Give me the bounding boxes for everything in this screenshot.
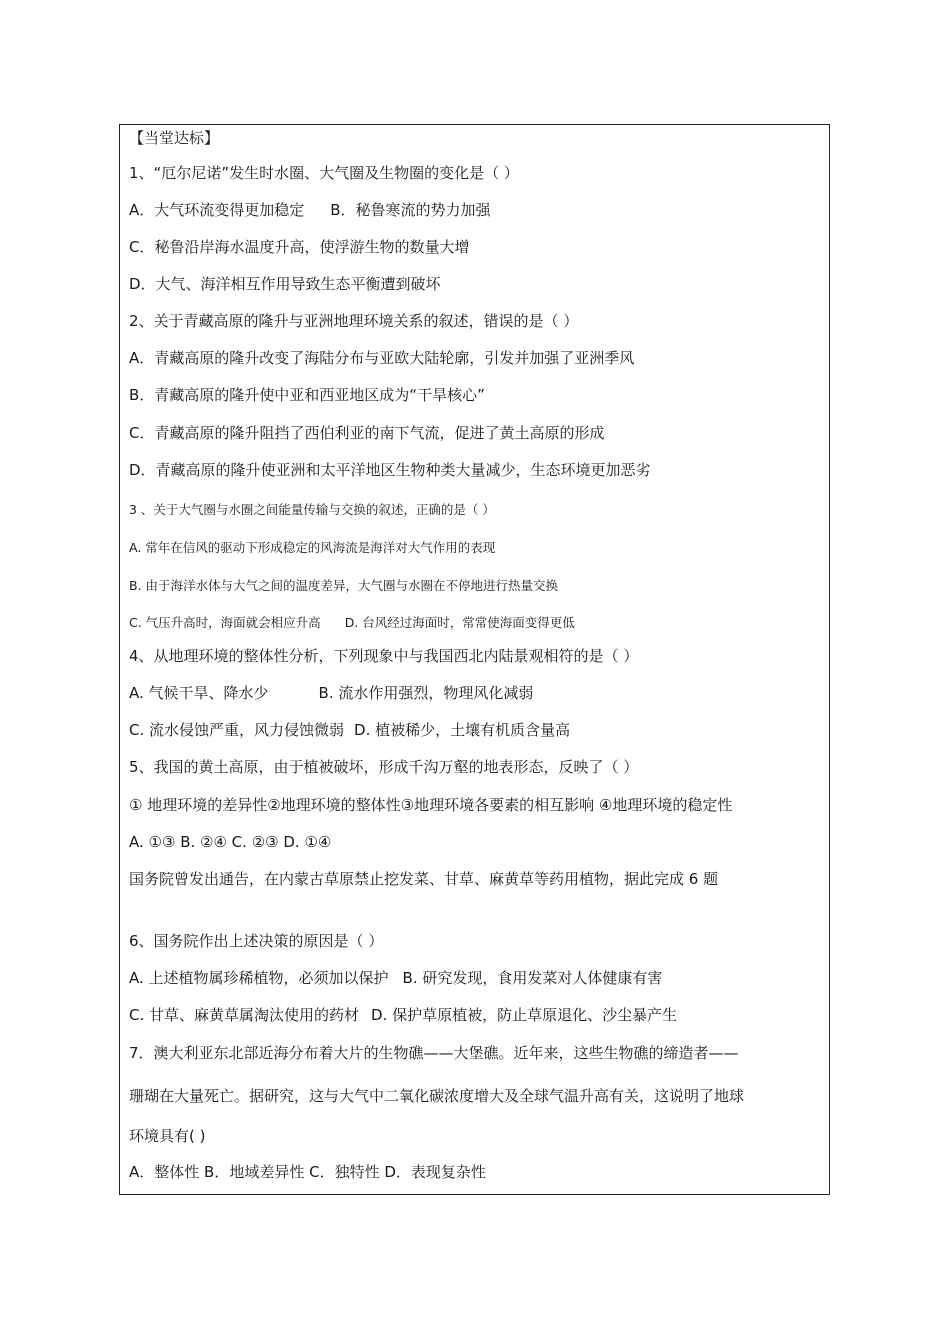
section-title: 【当堂达标】 bbox=[129, 129, 220, 147]
q4-options-row1 bbox=[129, 683, 533, 703]
q2-option-d[interactable]: D．青藏高原的隆升使亚洲和太平洋地区生物种类大量减少，生态环境更加恶劣 bbox=[129, 461, 651, 479]
q2-stem: 2、关于青藏高原的隆升与亚洲地理环境关系的叙述，错误的是（ ） bbox=[129, 312, 579, 330]
q5-items: ① 地理环境的差异性②地理环境的整体性③地理环境各要素的相互影响 ④地理环境的稳定性 bbox=[129, 796, 733, 814]
q7-options[interactable]: A．整体性 B．地域差异性 C．独特性 D．表现复杂性 bbox=[129, 1163, 486, 1181]
q4-option-a[interactable]: A. 气候干旱、降水少 bbox=[129, 684, 269, 702]
q7-stem-line3: 环境具有( ) bbox=[129, 1127, 206, 1145]
q6-option-a[interactable]: A. 上述植物属珍稀植物，必须加以保护 bbox=[129, 969, 389, 987]
q6-options-row1 bbox=[129, 968, 662, 988]
q7-stem-line1: 7．澳大利亚东北部近海分布着大片的生物礁——大堡礁。近年来，这些生物礁的缔造者—— bbox=[129, 1044, 739, 1062]
q4-options-row2 bbox=[129, 720, 570, 740]
q3-option-c[interactable]: C. 气压升高时，海面就会相应升高 bbox=[129, 615, 321, 630]
q4-option-d[interactable]: D. 植被稀少，土壤有机质含量高 bbox=[354, 721, 571, 739]
q6-stem: 6、国务院作出上述决策的原因是（ ） bbox=[129, 932, 384, 950]
q6-option-b[interactable]: B. 研究发现，食用发菜对人体健康有害 bbox=[402, 969, 663, 987]
q2-option-c[interactable]: C．青藏高原的隆升阻挡了西伯利亚的南下气流，促进了黄土高原的形成 bbox=[129, 424, 605, 442]
q6-option-d[interactable]: D. 保护草原植被，防止草原退化、沙尘暴产生 bbox=[371, 1006, 678, 1024]
q1-option-d[interactable]: D．大气、海洋相互作用导致生态平衡遭到破坏 bbox=[129, 275, 441, 293]
q3-option-d[interactable]: D. 台风经过海面时，常常使海面变得更低 bbox=[344, 615, 575, 630]
q1-option-b[interactable]: B．秘鲁寒流的势力加强 bbox=[330, 201, 491, 219]
q4-stem: 4、从地理环境的整体性分析，下列现象中与我国西北内陆景观相符的是（ ） bbox=[129, 647, 639, 665]
q3-options-row3 bbox=[129, 613, 575, 633]
q5-stem: 5、我国的黄土高原，由于植被破坏，形成千沟万壑的地表形态，反映了（ ） bbox=[129, 758, 639, 776]
q3-option-a[interactable]: A. 常年在信风的驱动下形成稳定的风海流是海洋对大气作用的表现 bbox=[129, 540, 496, 555]
q5-options[interactable]: A. ①③ B. ②④ C. ②③ D. ①④ bbox=[129, 833, 332, 851]
q7-stem-line2: 珊瑚在大量死亡。据研究，这与大气中二氧化碳浓度增大及全球气温升高有关，这说明了地球 bbox=[129, 1087, 745, 1105]
q3-stem: 3 、关于大气圈与水圈之间能量传输与交换的叙述，正确的是（ ） bbox=[129, 502, 495, 517]
q6-options-row2 bbox=[129, 1005, 677, 1025]
q1-options-row1 bbox=[129, 200, 491, 220]
q1-option-c[interactable]: C．秘鲁沿岸海水温度升高，使浮游生物的数量大增 bbox=[129, 238, 470, 256]
q6-option-c[interactable]: C. 甘草、麻黄草属淘汰使用的药材 bbox=[129, 1006, 360, 1024]
q6-intro: 国务院曾发出通告，在内蒙古草原禁止挖发菜、甘草、麻黄草等药用植物，据此完成 6 题 bbox=[129, 870, 719, 888]
q4-option-c[interactable]: C. 流水侵蚀严重，风力侵蚀微弱 bbox=[129, 721, 345, 739]
q2-option-b[interactable]: B．青藏高原的隆升使中亚和西亚地区成为“干旱核心” bbox=[129, 386, 485, 404]
q1-option-a[interactable]: A．大气环流变得更加稳定 bbox=[129, 201, 305, 219]
q4-option-b[interactable]: B. 流水作用强烈，物理风化减弱 bbox=[318, 684, 534, 702]
q2-option-a[interactable]: A．青藏高原的隆升改变了海陆分布与亚欧大陆轮廓，引发并加强了亚洲季风 bbox=[129, 349, 635, 367]
q1-stem: 1、“厄尔尼诺”发生时水圈、大气圈及生物圈的变化是（ ） bbox=[129, 164, 519, 182]
q3-option-b[interactable]: B. 由于海洋水体与大气之间的温度差异，大气圈与水圈在不停地进行热量交换 bbox=[129, 578, 559, 593]
